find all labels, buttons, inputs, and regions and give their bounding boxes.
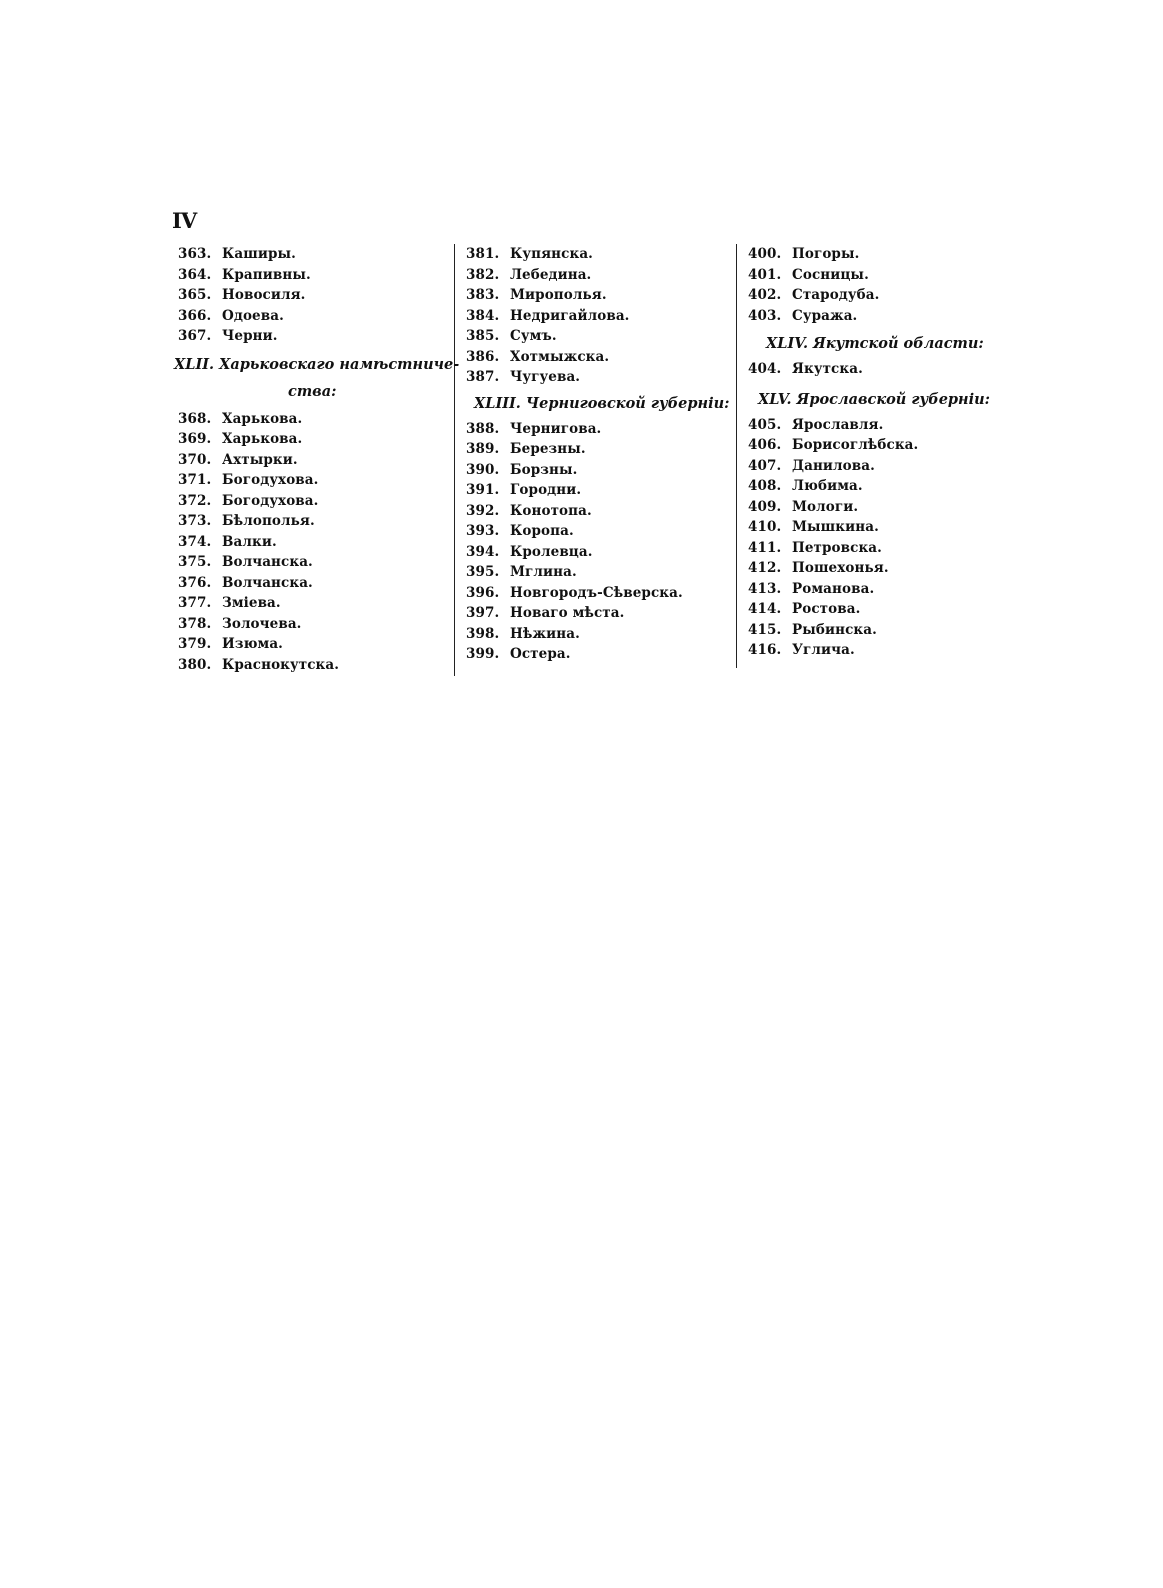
index-columns	[160, 244, 1020, 684]
list-item: 404. Якутска.	[748, 361, 863, 377]
list-item: 407. Данилова.	[748, 457, 875, 474]
list-item: 381. Купянска.	[466, 246, 593, 262]
column-2	[460, 244, 730, 665]
list-item: 388. Чернигова.	[466, 420, 602, 437]
list-item: 400. Погоры.	[748, 246, 860, 262]
section-heading: XLIV. Якутской области:	[766, 335, 984, 352]
list-item: 405. Ярославля.	[748, 416, 884, 433]
list-item: 397. Новаго мѣста.	[466, 605, 625, 621]
section-heading-continuation: ства:	[288, 382, 337, 400]
list-item: 399. Остера.	[466, 646, 571, 662]
list-item: 408. Любима.	[748, 478, 863, 494]
list-item: 383. Мирополья.	[466, 287, 607, 303]
page-number: IV	[172, 208, 197, 233]
list-item: 375. Волчанска.	[178, 554, 313, 570]
list-item: 411. Петровска.	[748, 539, 882, 556]
list-item: 406. Борисоглѣбска.	[748, 437, 919, 453]
list-item: 391. Городни.	[466, 482, 582, 498]
list-item: 413. Романова.	[748, 580, 875, 597]
list-item: 393. Коропа.	[466, 523, 574, 539]
section-heading: XLII. Харьковскаго намѣстниче-	[174, 355, 460, 373]
list-item: 415. Рыбинска.	[748, 621, 877, 638]
list-item: 379. Изюма.	[178, 636, 283, 652]
list-item: 374. Валки.	[178, 533, 277, 550]
list-item: 389. Березны.	[466, 441, 586, 457]
list-item: 398. Нѣжина.	[466, 625, 580, 642]
list-item: 368. Харькова.	[178, 410, 303, 427]
list-item: 373. Бѣлополья.	[178, 513, 315, 529]
list-item: 387. Чугуева.	[466, 369, 581, 385]
list-item: 376. Волчанска.	[178, 574, 313, 591]
list-item: 369. Харькова.	[178, 431, 303, 447]
list-item: 366. Одоева.	[178, 307, 284, 324]
section-heading: XLIII. Черниговской губерніи:	[474, 394, 730, 412]
list-item: 410. Мышкина.	[748, 519, 879, 535]
list-item: 392. Конотопа.	[466, 502, 592, 519]
list-item: 416. Углича.	[748, 642, 855, 658]
list-item: 402. Стародуба.	[748, 287, 880, 303]
list-item: 371. Богодухова.	[178, 472, 319, 488]
list-item: 367. Черни.	[178, 328, 278, 344]
list-item: 380. Краснокутска.	[178, 656, 340, 673]
list-item: 403. Суража.	[748, 307, 858, 324]
list-item: 390. Борзны.	[466, 461, 578, 478]
list-item: 414. Ростова.	[748, 601, 861, 617]
list-item: 385. Сумъ.	[466, 328, 557, 344]
column-3	[740, 244, 1015, 661]
column-1	[160, 244, 460, 675]
list-item: 377. Зміева.	[178, 595, 281, 611]
section-heading: XLV. Ярославской губерніи:	[758, 390, 991, 408]
list-item: 394. Кролевца.	[466, 543, 593, 560]
list-item: 396. Новгородъ-Сѣверска.	[466, 584, 683, 601]
list-item: 365. Новосиля.	[178, 287, 306, 303]
list-item: 370. Ахтырки.	[178, 451, 298, 468]
list-item: 386. Хотмыжска.	[466, 348, 610, 365]
list-item: 378. Золочева.	[178, 615, 302, 632]
list-item: 363. Каширы.	[178, 246, 296, 262]
list-item: 412. Пошехонья.	[748, 560, 889, 576]
list-item: 409. Мологи.	[748, 498, 859, 515]
list-item: 401. Сосницы.	[748, 266, 869, 283]
list-item: 382. Лебедина.	[466, 266, 592, 283]
list-item: 372. Богодухова.	[178, 492, 319, 509]
list-item: 364. Крапивны.	[178, 266, 311, 283]
list-item: 395. Мглина.	[466, 564, 577, 580]
list-item: 384. Недригайлова.	[466, 307, 630, 324]
